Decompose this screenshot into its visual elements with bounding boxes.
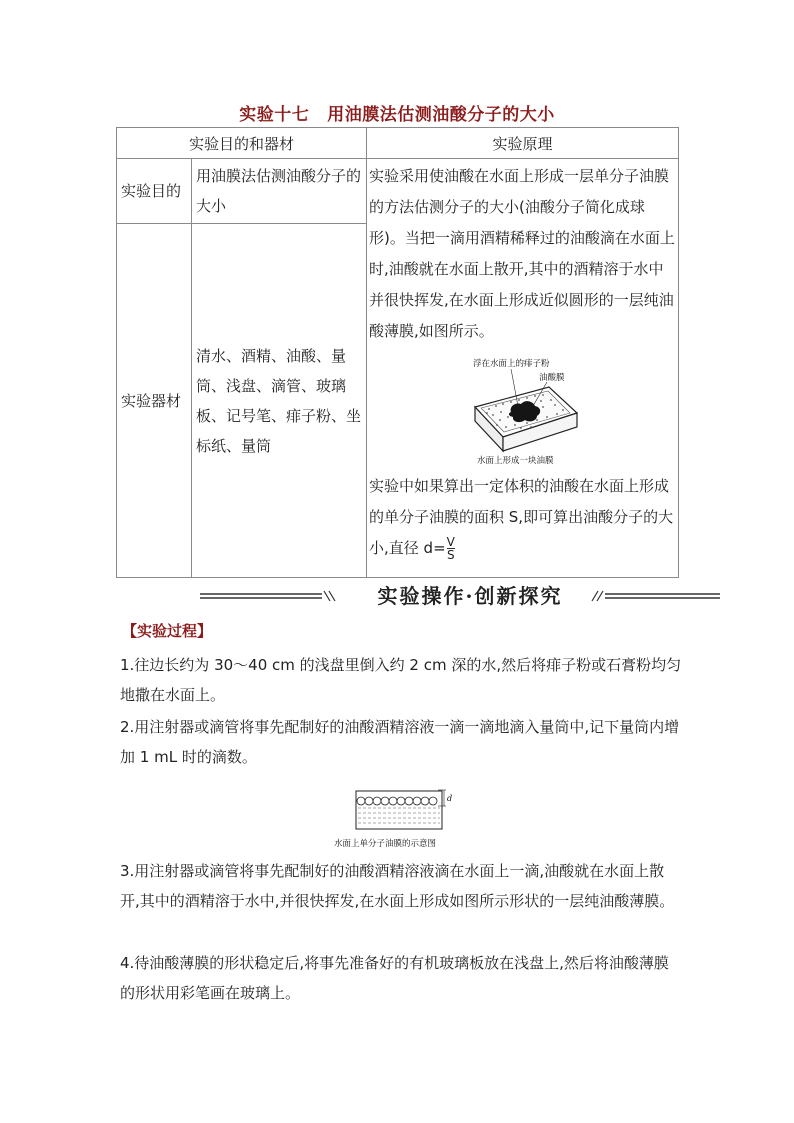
formula-denominator: S	[446, 548, 455, 562]
purpose-label: 实验目的	[117, 159, 192, 224]
header-principle: 实验原理	[367, 128, 679, 159]
page-title	[0, 100, 794, 125]
banner-title: 实验操作·创新探究	[377, 584, 563, 608]
equipment-label: 实验器材	[117, 224, 192, 578]
process-step-1: 1.往边长约为 30～40 cm 的浅盘里倒入约 2 cm 深的水,然后将痱子粉或石膏粉均匀地撒在水面上。	[120, 656, 682, 704]
figure1-label-film: 油酸膜	[539, 373, 565, 383]
figure2-caption: 水面上单分子油膜的示意图	[334, 839, 437, 849]
title-experiment-number: 实验十七	[239, 105, 310, 125]
header-purpose-equipment: 实验目的和器材	[117, 128, 367, 159]
thickness-d-label: d	[447, 794, 453, 803]
figure1-caption: 水面上形成一块油膜	[477, 456, 554, 465]
title-experiment-name: 用油膜法估测油酸分子的大小	[327, 105, 555, 125]
section-banner	[200, 583, 720, 613]
diameter-formula	[447, 536, 455, 561]
principle-text-2	[369, 471, 676, 564]
section-heading-process: 【实验过程】	[122, 622, 213, 640]
process-step-4: 4.待油酸薄膜的形状稳定后,将事先准备好的有机玻璃板放在浅盘上,然后将油酸薄膜的形状用彩笔画在玻璃上。	[120, 954, 669, 1002]
purpose-value: 用油膜法估测油酸分子的大小	[192, 159, 367, 224]
equipment-value: 清水、酒精、油酸、量筒、浅盘、滴管、玻璃板、记号笔、痱子粉、坐标纸、量筒	[192, 224, 367, 578]
monolayer-schematic-figure	[334, 786, 460, 850]
experiment-table	[116, 127, 679, 578]
oil-film-tray-figure	[471, 357, 579, 465]
figure1-label-powder: 浮在水面上的痱子粉	[473, 359, 550, 369]
process-step-2: 2.用注射器或滴管将事先配制好的油酸酒精溶液一滴一滴地滴入量筒中,记下量筒内增加 1 mL 时的滴数。	[120, 718, 680, 766]
formula-numerator: V	[446, 535, 455, 549]
principle-text-2-body: 实验中如果算出一定体积的油酸在水面上形成的单分子油膜的面积 S,即可算出油酸分子的大小,直径 d=	[369, 477, 674, 557]
process-step-3: 3.用注射器或滴管将事先配制好的油酸酒精溶液滴在水面上一滴,油酸就在水面上散开,其中的酒精溶于水中,并很快挥发,在水面上形成如图所示形状的一层纯油酸薄膜。	[120, 862, 675, 910]
principle-text-1: 实验采用使油酸在水面上形成一层单分子油膜的方法估测分子的大小(油酸分子简化成球形)。当把一滴用酒精稀释过的油酸滴在水面上时,油酸就在水面上散开,其中的酒精溶于水中并很快挥发,在水面上形成近似圆形的一层纯油酸薄膜,如图所示。	[369, 167, 675, 340]
principle-cell	[367, 159, 679, 578]
